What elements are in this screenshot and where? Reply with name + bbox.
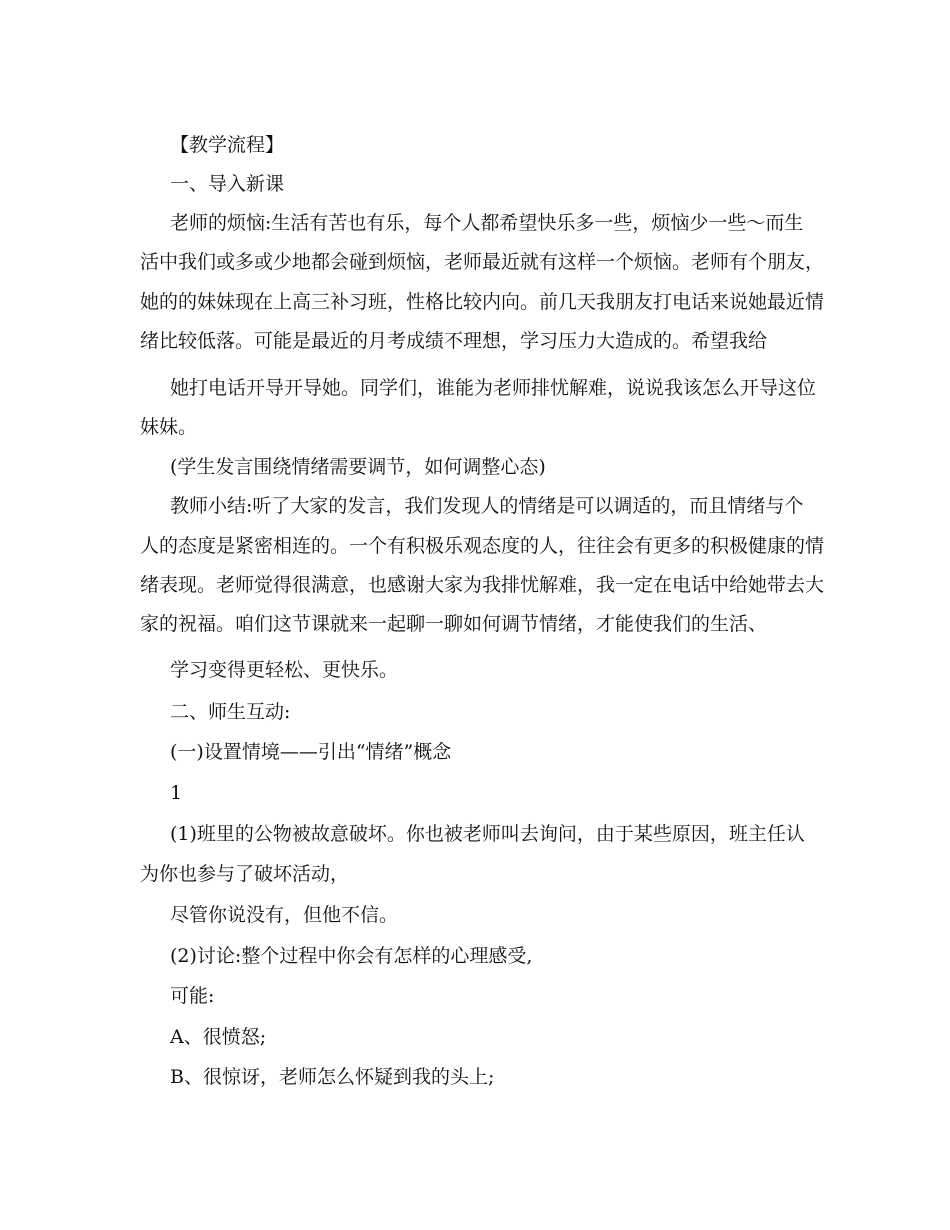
discussion-prompt: (2)讨论:整个过程中你会有怎样的心理感受, — [170, 945, 533, 967]
subsection-1-title: (一)设置情境——引出“情绪”概念 — [170, 741, 452, 763]
paragraph-line: 人的态度是紧密相连的。一个有积极乐观态度的人，往往会有更多的积极健康的情 — [140, 535, 825, 557]
paragraph-line: 绪表现。老师觉得很满意，也感谢大家为我排忧解难，我一定在电话中给她带去大 — [140, 574, 825, 596]
section-1-title: 一、导入新课 — [170, 173, 285, 195]
student-note: (学生发言围绕情绪需要调节，如何调整心态) — [170, 456, 546, 478]
option-a: A、很愤怒; — [170, 1026, 267, 1048]
teaching-process-heading: 【教学流程】 — [170, 134, 285, 156]
case-continuation: 尽管你说没有，但他不信。 — [170, 904, 399, 926]
case-line: 为你也参与了破坏活动， — [140, 863, 350, 885]
possible-label: 可能: — [170, 985, 215, 1007]
paragraph-line: 妹妹。 — [140, 416, 198, 438]
paragraph-line: 老师的烦恼:生活有苦也有乐，每个人都希望快乐多一些，烦恼少一些～而生 — [170, 212, 804, 234]
paragraph-line: 她打电话开导开导她。同学们，谁能为老师排忧解难，说说我该怎么开导这位 — [170, 377, 817, 399]
paragraph-line: 家的祝福。咱们这节课就来一起聊一聊如何调节情绪，才能使我们的生活、 — [140, 613, 768, 635]
section-2-title: 二、师生互动: — [170, 701, 291, 723]
paragraph-line: 学习变得更轻松、更快乐。 — [170, 659, 399, 681]
paragraph-line: 活中我们或多或少地都会碰到烦恼，老师最近就有这样一个烦恼。老师有个朋友， — [140, 251, 825, 273]
case-line: (1)班里的公物被故意破坏。你也被老师叫去询问，由于某些原因，班主任认 — [170, 823, 805, 845]
option-b: B、很惊讶，老师怎么怀疑到我的头上; — [170, 1066, 495, 1088]
paragraph-line: 她的的妹妹现在上高三补习班，性格比较内向。前几天我朋友打电话来说她最近情 — [140, 291, 825, 313]
item-number: 1 — [170, 782, 183, 804]
paragraph-line: 绪比较低落。可能是最近的月考成绩不理想，学习压力大造成的。希望我给 — [140, 330, 768, 352]
paragraph-line: 教师小结:听了大家的发言，我们发现人的情绪是可以调适的，而且情绪与个 — [170, 495, 804, 517]
